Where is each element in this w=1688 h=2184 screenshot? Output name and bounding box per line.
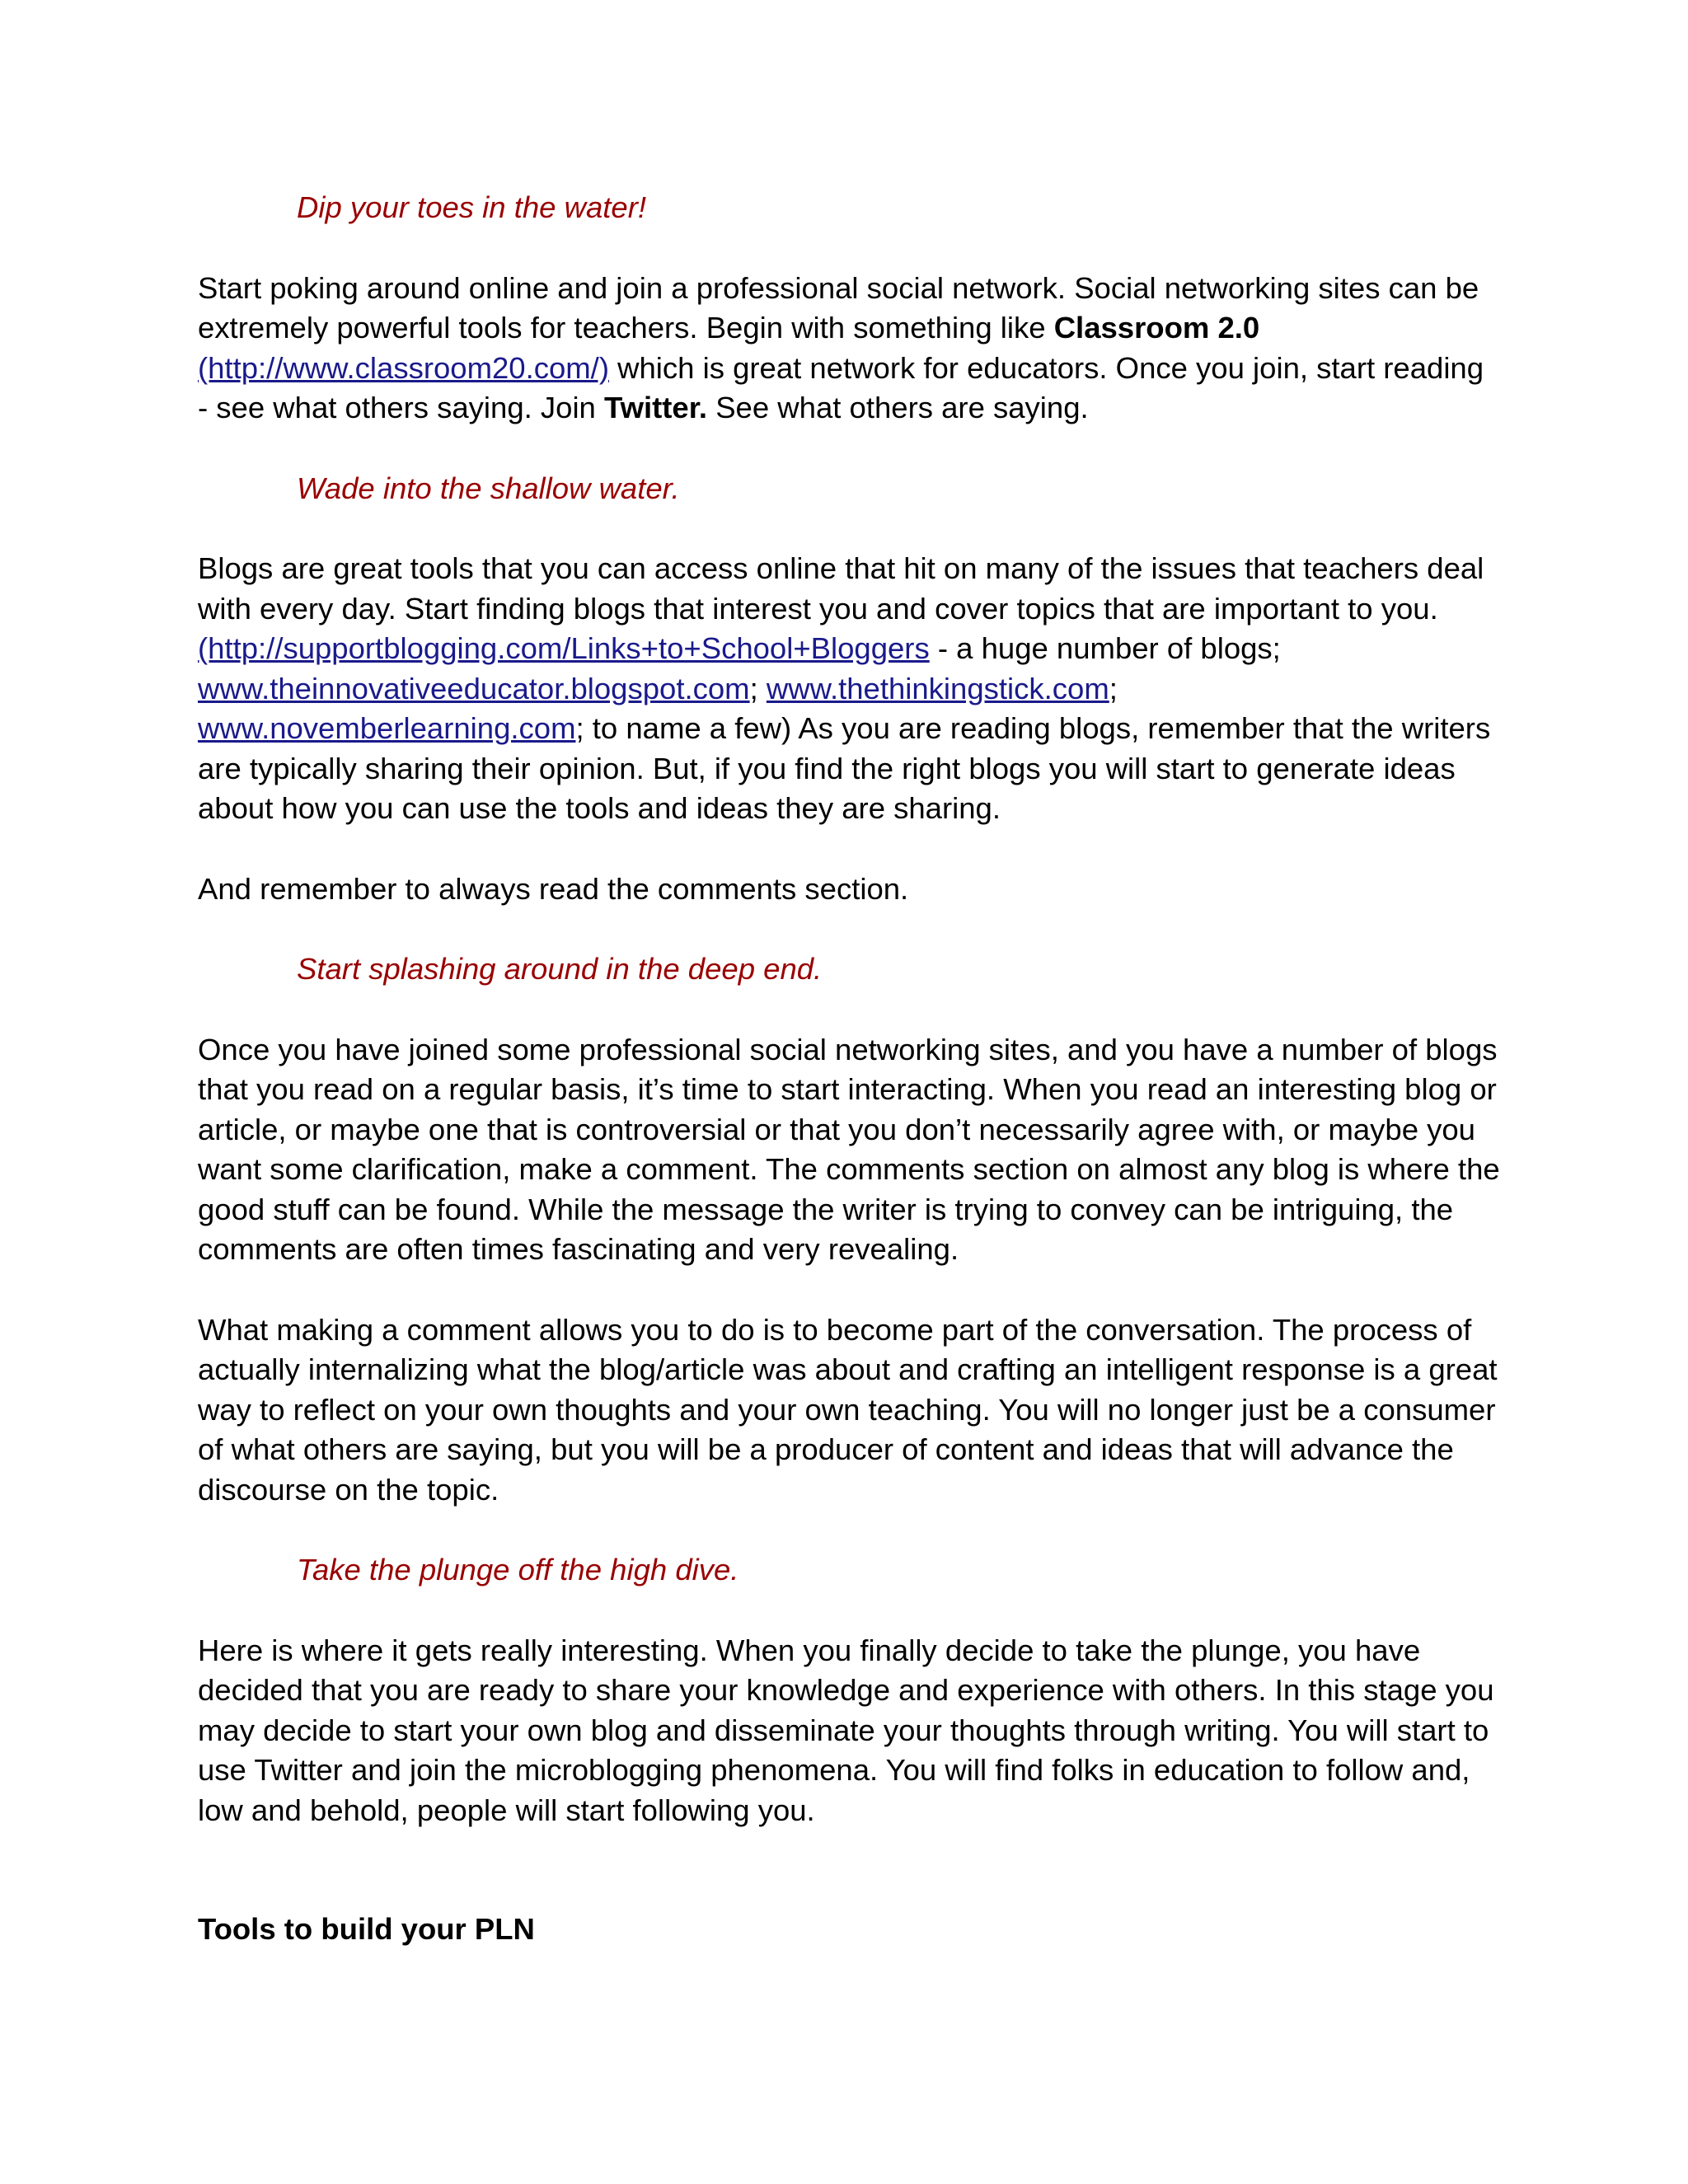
section-heading-plunge: Take the plunge off the high dive. — [297, 1553, 739, 1586]
innovativeeducator-link[interactable]: www.theinnovativeeducator.blogspot.com — [198, 671, 750, 705]
paragraph-conversation: What making a comment allows you to do is to become part of the conversation. The process of actually internalizing what the blog/article was about and crafting an intelligent response is a great way to reflect on your own thoughts and your own teaching. You will no longer just be a consumer of what others are saying, but you will be a producer of content and ideas that will advance the discourse on the topic. — [198, 1312, 1498, 1507]
text-span: Start poking around online and join a professional social network. Social networking sites can be extremely powerful tools for teachers. Begin with something like — [198, 270, 1479, 344]
document-page — [198, 188, 1500, 1950]
text-span: See what others are saying. — [707, 391, 1089, 424]
text-span: ; — [749, 671, 767, 705]
supportblogging-link[interactable]: (http://supportblogging.com/Links+to+School+Bloggers — [198, 631, 930, 665]
section-heading-splash: Start splashing around in the deep end. — [297, 952, 823, 986]
tools-heading: Tools to build your PLN — [198, 1912, 535, 1946]
thinkingstick-link[interactable]: www.thethinkingstick.com — [766, 671, 1109, 705]
text-span: Blogs are great tools that you can access online that hit on many of the issues that teachers deal with every day. Start finding blogs that interest you and cover topics that are important to you. — [198, 551, 1484, 626]
text-span: - a huge number of blogs; — [929, 631, 1281, 665]
paragraph-sharing: Here is where it gets really interesting. When you finally decide to take the plunge, you have decided that you are ready to share your knowledge and experience with others. In this stage you may decide to start your own blog and disseminate your thoughts through writing. You will start to use Twitter and join the microblogging phenomena. You will find folks in education to follow and, low and behold, people will start following you. — [198, 1633, 1494, 1827]
text-span: ; — [1109, 671, 1118, 705]
twitter-bold: Twitter. — [604, 391, 708, 424]
paragraph-blogs — [198, 549, 1500, 829]
text-span: which is great network for educators. Once you join, start reading - see what others saying. Join — [198, 350, 1484, 424]
paragraph-comments-reminder: And remember to always read the comments section. — [198, 871, 909, 906]
paragraph-social-network — [198, 269, 1500, 429]
section-heading-dip: Dip your toes in the water! — [297, 190, 647, 224]
novemberlearning-link[interactable]: www.novemberlearning.com — [198, 711, 576, 745]
classroom20-link[interactable]: (http://www.classroom20.com/) — [198, 350, 609, 385]
classroom20-bold: Classroom 2.0 — [1053, 311, 1260, 344]
text-span: ; to name a few) As you are reading blogs, remember that the writers are typically sharing their opinion. But, if you find the right blogs you will start to generate ideas about how you can use the tools and ideas they are sharing. — [198, 711, 1491, 825]
paragraph-interacting: Once you have joined some professional social networking sites, and you have a number of blogs that you read on a regular basis, it’s time to start interacting. When you read an interesting blog or article, or maybe one that is controversial or that you don’t necessarily agree with, or maybe you want some clarification, make a comment. The comments section on almost any blog is where the good stuff can be found. While the message the writer is trying to convey can be intriguing, the comments are often times fascinating and very revealing. — [198, 1032, 1500, 1266]
section-heading-wade: Wade into the shallow water. — [297, 471, 680, 505]
